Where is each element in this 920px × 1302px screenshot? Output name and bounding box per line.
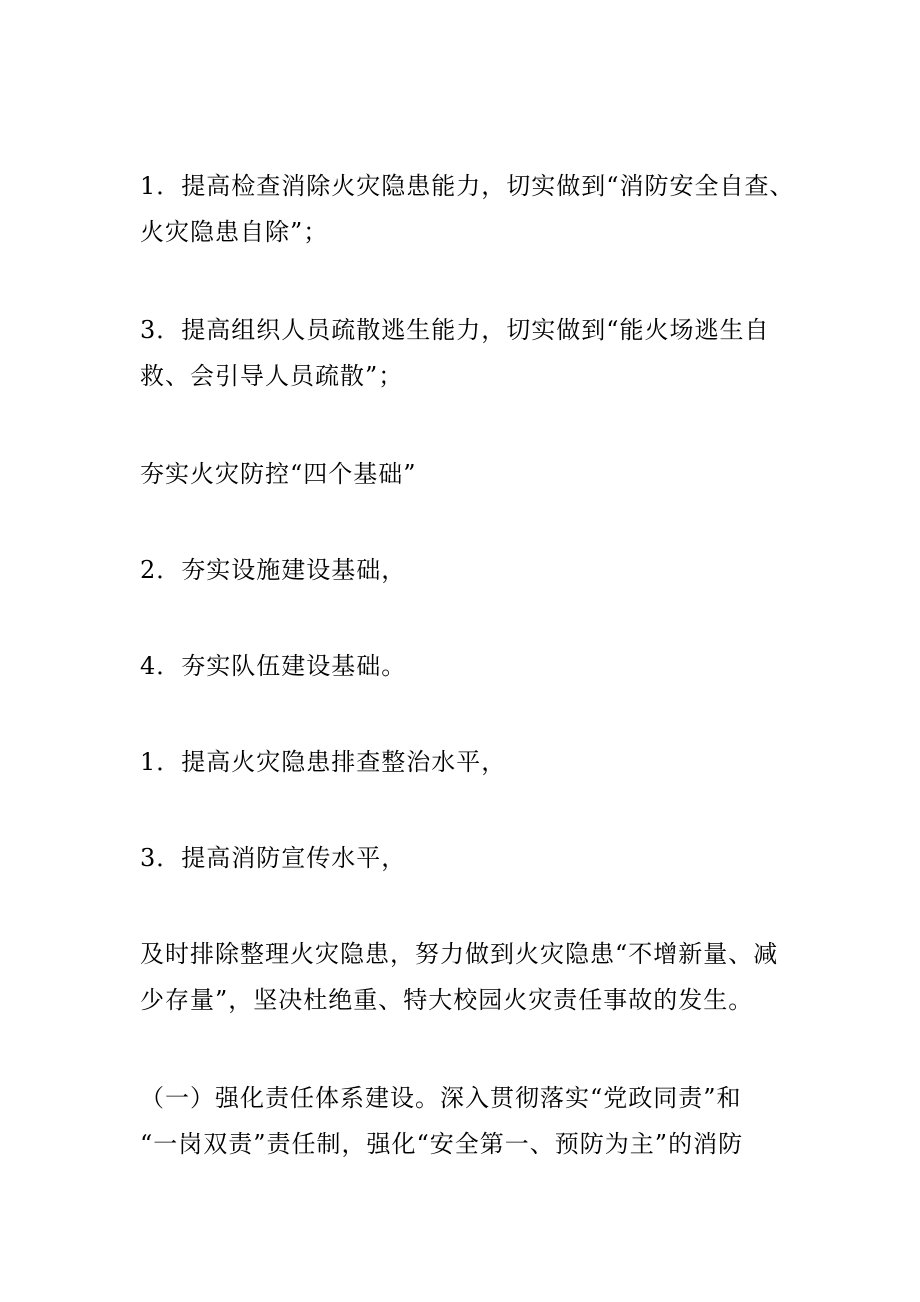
paragraph-9-line-1: （一）强化责任体系建设。深入贯彻落实“党政同责”和: [140, 1084, 742, 1112]
paragraph-7-line-1: 3．提高消防宣传水平，: [140, 844, 407, 872]
paragraph-8-line-2: 少存量”，坚决杜绝重、特大校园火灾责任事故的发生。: [140, 986, 754, 1014]
paragraph-2-line-2: 救、会引导人员疏散”；: [140, 362, 404, 390]
paragraph-4-line-1: 2．夯实设施建设基础，: [140, 556, 407, 584]
paragraph-6-line-1: 1．提高火灾隐患排查整治水平，: [140, 748, 507, 776]
paragraph-9-line-2: “一岗双责”责任制，强化“安全第一、预防为主”的消防: [140, 1130, 744, 1158]
paragraph-3-line-1: 夯实火灾防控“四个基础”: [140, 460, 417, 488]
paragraph-2-line-1: 3．提高组织人员疏散逃生能力，切实做到“能火场逃生自: [140, 316, 770, 344]
paragraph-1-line-2: 火灾隐患自除”；: [140, 218, 329, 246]
paragraph-1-line-1: 1．提高检查消除火灾隐患能力，切实做到“消防安全自查、: [140, 172, 795, 200]
paragraph-5-line-1: 4．夯实队伍建设基础。: [140, 652, 407, 680]
paragraph-8-line-1: 及时排除整理火灾隐患，努力做到火灾隐患“不增新量、减: [140, 940, 779, 968]
